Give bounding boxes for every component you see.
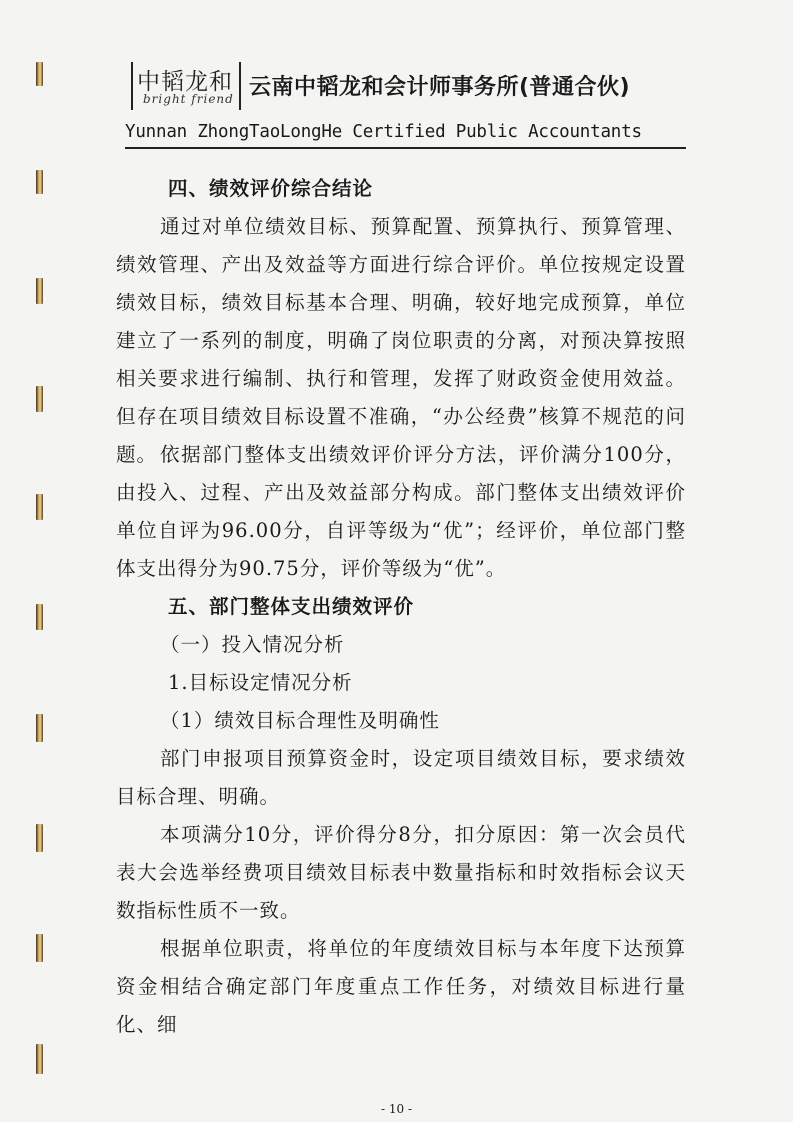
firm-name-chinese: 云南中韬龙和会计师事务所(普通合伙) xyxy=(249,75,631,100)
page-number: - 10 - xyxy=(380,1102,412,1116)
binding-mark xyxy=(36,934,43,962)
letterhead xyxy=(125,52,685,152)
logo-english-text: bright friend xyxy=(143,92,234,106)
binding-mark xyxy=(36,824,43,852)
subsection-heading: （一）投入情况分析 xyxy=(160,633,345,656)
firm-name-english: Yunnan ZhongTaoLongHe Certified Public Accountants xyxy=(125,122,642,142)
logo-chinese-text: 中韬龙和 xyxy=(137,69,233,95)
binding-mark xyxy=(36,62,43,86)
paragraph: 本项满分10分，评价得分8分，扣分原因：第一次会员代表大会选举经费项目绩效目标表中数量指标和时效指标会议天数指标性质不一致。 xyxy=(116,823,686,922)
binding-mark xyxy=(36,170,43,194)
binding-mark xyxy=(36,1044,43,1074)
header-divider xyxy=(125,147,686,149)
firm-logo xyxy=(131,62,241,110)
binding-mark xyxy=(36,278,43,304)
paragraph: 依据部门整体支出绩效评价评分方法，评价满分100分，由投入、过程、产出及效益部分构成。部门整体支出绩效评价单位自评为96.00分，自评等级为“优”；经评价，单位部门整体支出得分为90.75分，评价等级为“优”。 xyxy=(116,443,686,580)
subsection-heading: 1.目标设定情况分析 xyxy=(168,671,353,694)
binding-mark xyxy=(36,494,43,520)
binding-mark xyxy=(36,386,43,412)
section-heading: 五、部门整体支出绩效评价 xyxy=(168,595,415,618)
subsection-heading: （1）绩效目标合理性及明确性 xyxy=(160,709,440,732)
paragraph: 根据单位职责，将单位的年度绩效目标与本年度下达预算资金相结合确定部门年度重点工作任务，对绩效目标进行量化、细 xyxy=(116,937,686,1036)
paragraph: 部门申报项目预算资金时，设定项目绩效目标，要求绩效目标合理、明确。 xyxy=(116,747,686,808)
section-heading: 四、绩效评价综合结论 xyxy=(168,177,374,200)
binding-mark xyxy=(36,714,43,742)
paragraph: 通过对单位绩效目标、预算配置、预算执行、预算管理、绩效管理、产出及效益等方面进行综合评价。单位按规定设置绩效目标，绩效目标基本合理、明确，较好地完成预算，单位建立了一系列的制度，明确了岗位职责的分离，对预决算按照相关要求进行编制、执行和管理，发挥了财政资金使用效益。但存在项目绩效目标设置不准确，“办公经费”核算不规范的问题。 xyxy=(116,215,686,466)
binding-mark xyxy=(36,604,43,630)
